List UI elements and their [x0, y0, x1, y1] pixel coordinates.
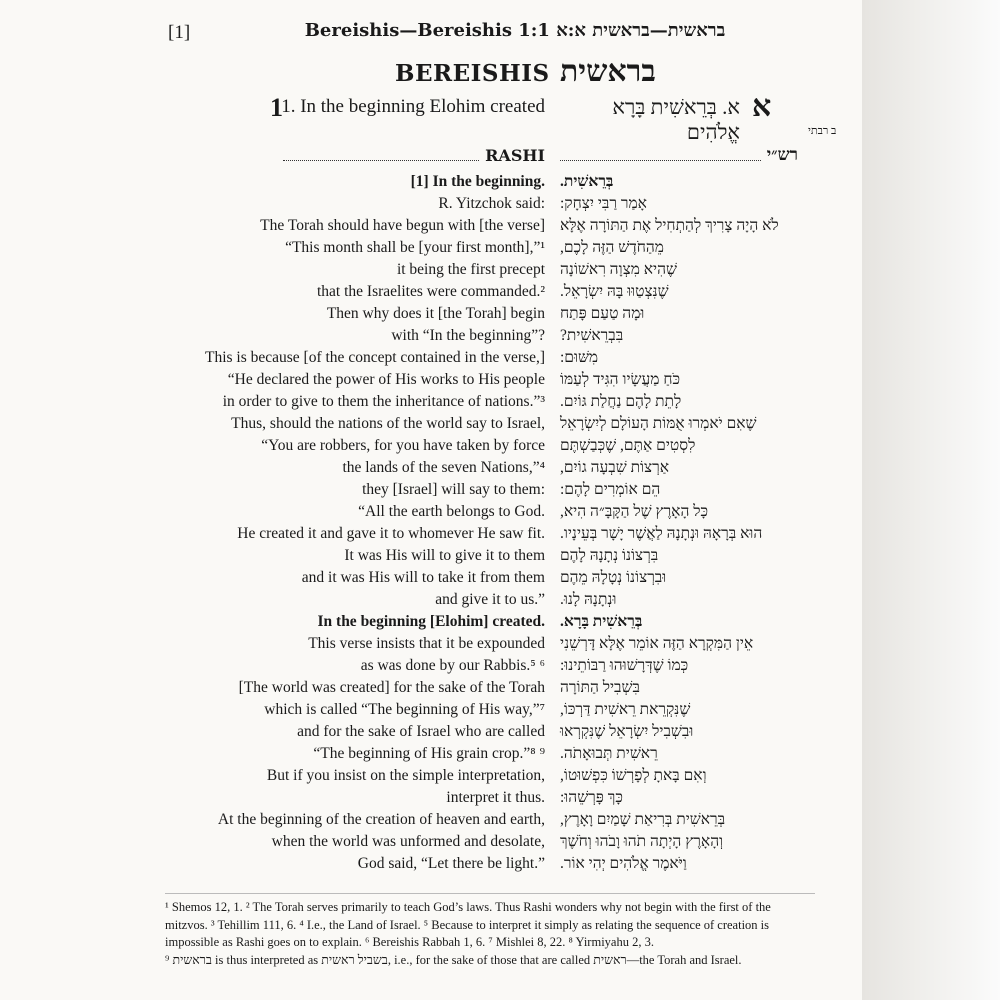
rashi-heading-he [560, 145, 798, 165]
rashi-line [0, 435, 862, 457]
rashi-line-en: they [Israel] will say to them: [362, 481, 545, 498]
rashi-line-he: הוּא בְּרָאָהּ וּנְתָנָהּ לַאֲשֶׁר יָשָׁר בְּעֵינָיו. [560, 525, 763, 542]
rashi-line-en: It was His will to give it to them [344, 547, 545, 564]
chapter-letter-he: א [752, 90, 772, 123]
rashi-line-en: “You are robbers, for you have taken by force [261, 437, 545, 454]
verse-text-he: א. בְּרֵאשִׁית בָּרָא אֱלֹהִים [612, 95, 740, 144]
running-head: Bereishis—Bereishis 1:1 בראשית—בראשית א:א [304, 20, 726, 41]
rashi-line-en: “This month shall be [your first month],”¹ [285, 239, 545, 256]
rashi-line-he: שֶׁנִּצְטַוּוּ בָּהּ יִשְׂרָאֵל. [560, 283, 669, 300]
rashi-line-he: רֵאשִׁית תְּבוּאָתֹה. [560, 745, 658, 762]
rashi-line-he: כֹּחַ מַעֲשָׂיו הִגִּיד לְעַמּוֹ [560, 371, 681, 388]
rashi-line-he: כָּל הָאָרֶץ שֶׁל הַקָּבָּ״ה הִיא, [560, 503, 709, 520]
rashi-line-he: בְּרֵאשִׁית בְּרִיאַת שָׁמַיִם וָאָרֶץ, [560, 811, 726, 828]
rashi-line-he: לֹא הָיָה צָרִיךְ לְהַתְחִיל אֶת הַתּוֹרָה אֶלָּא [560, 217, 779, 234]
rashi-line-en: The Torah should have begun with [the verse] [260, 217, 545, 234]
page-number: [1] [168, 22, 191, 43]
rashi-line [0, 303, 862, 325]
rashi-line [0, 611, 862, 633]
rashi-line-he: אַרְצוֹת שִׁבְעָה גוֹיִם, [560, 459, 670, 476]
rashi-line-en: This is because [of the concept contained in the verse,] [204, 349, 545, 366]
book-title-en: BEREISHIS [395, 60, 550, 87]
rashi-line-he: וּנְתָנָהּ לָנוּ. [560, 591, 617, 608]
rashi-line-en: the lands of the seven Nations,”⁴ [342, 459, 545, 476]
rashi-line [0, 523, 862, 545]
margin-note: ב רבתי [808, 125, 837, 137]
rashi-line-he: וּבִשְׁבִיל יִשְׂרָאֵל שֶׁנִּקְרְאוּ [560, 723, 694, 740]
rashi-line [0, 765, 862, 787]
footnotes [165, 899, 815, 969]
rashi-line-en: This verse insists that it be expounded [308, 635, 545, 652]
rashi-line-en: Thus, should the nations of the world say to Israel, [231, 415, 545, 432]
rashi-line-he: בְּרֵאשִׁית בָּרָא. [560, 613, 643, 630]
rashi-line [0, 853, 862, 875]
rashi-line [0, 171, 862, 193]
rashi-line [0, 347, 862, 369]
dotted-rule [560, 160, 761, 161]
rashi-line-en: with “In the beginning”? [391, 327, 545, 344]
rashi-line [0, 699, 862, 721]
rashi-line [0, 589, 862, 611]
rashi-line-en: “All the earth belongs to God. [358, 503, 545, 520]
rashi-line [0, 457, 862, 479]
rashi-line [0, 721, 862, 743]
rashi-heading-en [283, 146, 545, 165]
rashi-line [0, 677, 862, 699]
rashi-line [0, 545, 862, 567]
rashi-line-he: הֵם אוֹמְרִים לָהֶם: [560, 481, 661, 498]
rashi-line-he: שֶׁהִיא מִצְוָה רִאשׁוֹנָה [560, 261, 678, 278]
rashi-line-en: R. Yitzchok said: [438, 195, 545, 212]
rashi-line [0, 831, 862, 853]
rashi-line [0, 567, 862, 589]
rashi-line-en: in order to give to them the inheritance of nations.”³ [222, 393, 545, 410]
rashi-line-en: that the Israelites were commanded.² [316, 283, 545, 300]
dotted-rule [283, 160, 479, 161]
rashi-line [0, 809, 862, 831]
facing-page-edge [862, 0, 1000, 1000]
rashi-label-he: רש״י [766, 145, 798, 164]
rashi-line [0, 787, 862, 809]
rashi-line [0, 325, 862, 347]
rashi-line [0, 501, 862, 523]
rashi-line-he: וַיֹּאמֶר אֱלֹהִים יְהִי אוֹר. [560, 855, 687, 872]
rashi-line-en: [The world was created] for the sake of the Torah [238, 679, 545, 696]
rashi-line-he: שֶׁנִּקְרֵאת רֵאשִׁית דַּרְכּוֹ, [560, 701, 691, 718]
footnote-block: ¹ Shemos 12, 1. ² The Torah serves primarily to teach God’s laws. Thus Rashi wonders why not begin with the first of the mitzvos. ³ Tehillim 111, 6. ⁴ I.e., the Land of Israel. ⁵ Because to interpret it simply as relating the sequence of creation is impossible as Rashi goes on to explain. ⁶ Bereishis Rabbah 1, 6. ⁷ Mishlei 8, 22. ⁸ Yirmiyahu 2, 3. [165, 900, 771, 949]
rashi-line-en: [1] In the beginning. [410, 173, 545, 190]
rashi-line-he: בִּשְׁבִיל הַתּוֹרָה [560, 679, 640, 696]
rashi-line-he: וְאִם בָּאתָ לְפָרְשׁוֹ כִּפְשׁוּטוֹ, [560, 767, 707, 784]
rashi-line-en: interpret it thus. [446, 789, 545, 806]
rashi-line-en: and it was His will to take it from them [301, 569, 545, 586]
rashi-line-en: He created it and gave it to whomever He saw fit. [237, 525, 545, 542]
rashi-line-en: In the beginning [Elohim] created. [317, 613, 545, 630]
rashi-line-en: as was done by our Rabbis.⁵ ⁶ [360, 657, 545, 674]
rashi-line-he: כְּמוֹ שֶׁדְּרָשׁוּהוּ רַבּוֹתֵינוּ: [560, 657, 689, 674]
footnote-block: ⁹ בראשית is thus interpreted as בשביל ראשית, i.e., for the sake of those that are called ראשית—the Torah and Israel. [165, 952, 742, 967]
rashi-line [0, 743, 862, 765]
rashi-line-en: and for the sake of Israel who are called [297, 723, 545, 740]
rashi-line [0, 633, 862, 655]
rashi-line-en: At the beginning of the creation of heaven and earth, [217, 811, 545, 828]
footnote-divider [165, 893, 815, 894]
rashi-line-he: מִשּׁוּם: [560, 349, 599, 366]
rashi-label-en: RASHI [485, 146, 545, 165]
rashi-line [0, 369, 862, 391]
rashi-line-he: לִסְטִים אַתֶּם, שֶׁכְּבַשְׁתֶּם [560, 437, 696, 454]
rashi-line-en: it being the first precept [396, 261, 545, 278]
rashi-line [0, 259, 862, 281]
rashi-line-he: בִּבְרֵאשִׁית? [560, 327, 624, 344]
rashi-line-he: אֵין הַמִּקְרָא הַזֶּה אוֹמֵר אֶלָּא דָּרְשֵׁנִי [560, 635, 754, 652]
rashi-line-en: which is called “The beginning of His way,”⁷ [264, 701, 545, 718]
chapter-number-en: 1 [270, 93, 283, 122]
rashi-line-en: when the world was unformed and desolate, [271, 833, 545, 850]
rashi-line [0, 193, 862, 215]
rashi-line [0, 215, 862, 237]
rashi-line-en: and give it to us.” [435, 591, 545, 608]
rashi-line-he: מֵהַחֹדֶשׁ הַזֶּה לָכֶם, [560, 239, 664, 256]
rashi-line [0, 281, 862, 303]
verse-text-en: 1. In the beginning Elohim created [281, 96, 545, 117]
rashi-line-en: God said, “Let there be light.” [357, 855, 545, 872]
rashi-line-en: But if you insist on the simple interpretation, [266, 767, 545, 784]
rashi-line-he: כָּךְ פָּרְשֵׁהוּ: [560, 789, 623, 806]
rashi-line-he: בְּרֵאשִׁית. [560, 173, 614, 190]
rashi-line-he: וְהָאָרֶץ הָיְתָה תֹהוּ וָבֹהוּ וְחֹשֶׁךְ [560, 833, 724, 850]
rashi-line-en: “He declared the power of His works to His people [227, 371, 545, 388]
rashi-line-he: בִּרְצוֹנוֹ נְתָנָהּ לָהֶם [560, 547, 659, 564]
rashi-line [0, 413, 862, 435]
book-title-he: בראשית [560, 55, 656, 88]
rashi-line [0, 655, 862, 677]
rashi-line-he: וּמָה טַעַם פָּתַח [560, 305, 645, 322]
rashi-line [0, 391, 862, 413]
rashi-line [0, 479, 862, 501]
rashi-line-he: שֶׁאִם יֹאמְרוּ אֻמּוֹת הָעוֹלָם לְיִשְׂרָאֵל [560, 415, 757, 432]
rashi-line-en: “The beginning of His grain crop.”⁸ ⁹ [313, 745, 545, 762]
rashi-line-en: Then why does it [the Torah] begin [326, 305, 545, 322]
rashi-line-he: וּבִרְצוֹנוֹ נְטָלָהּ מֵהֶם [560, 569, 667, 586]
rashi-line [0, 237, 862, 259]
rashi-line-he: אָמַר רַבִּי יִצְחָק: [560, 195, 647, 212]
rashi-line-he: לָתֵת לָהֶם נַחֲלַת גּוֹיִם. [560, 393, 682, 410]
